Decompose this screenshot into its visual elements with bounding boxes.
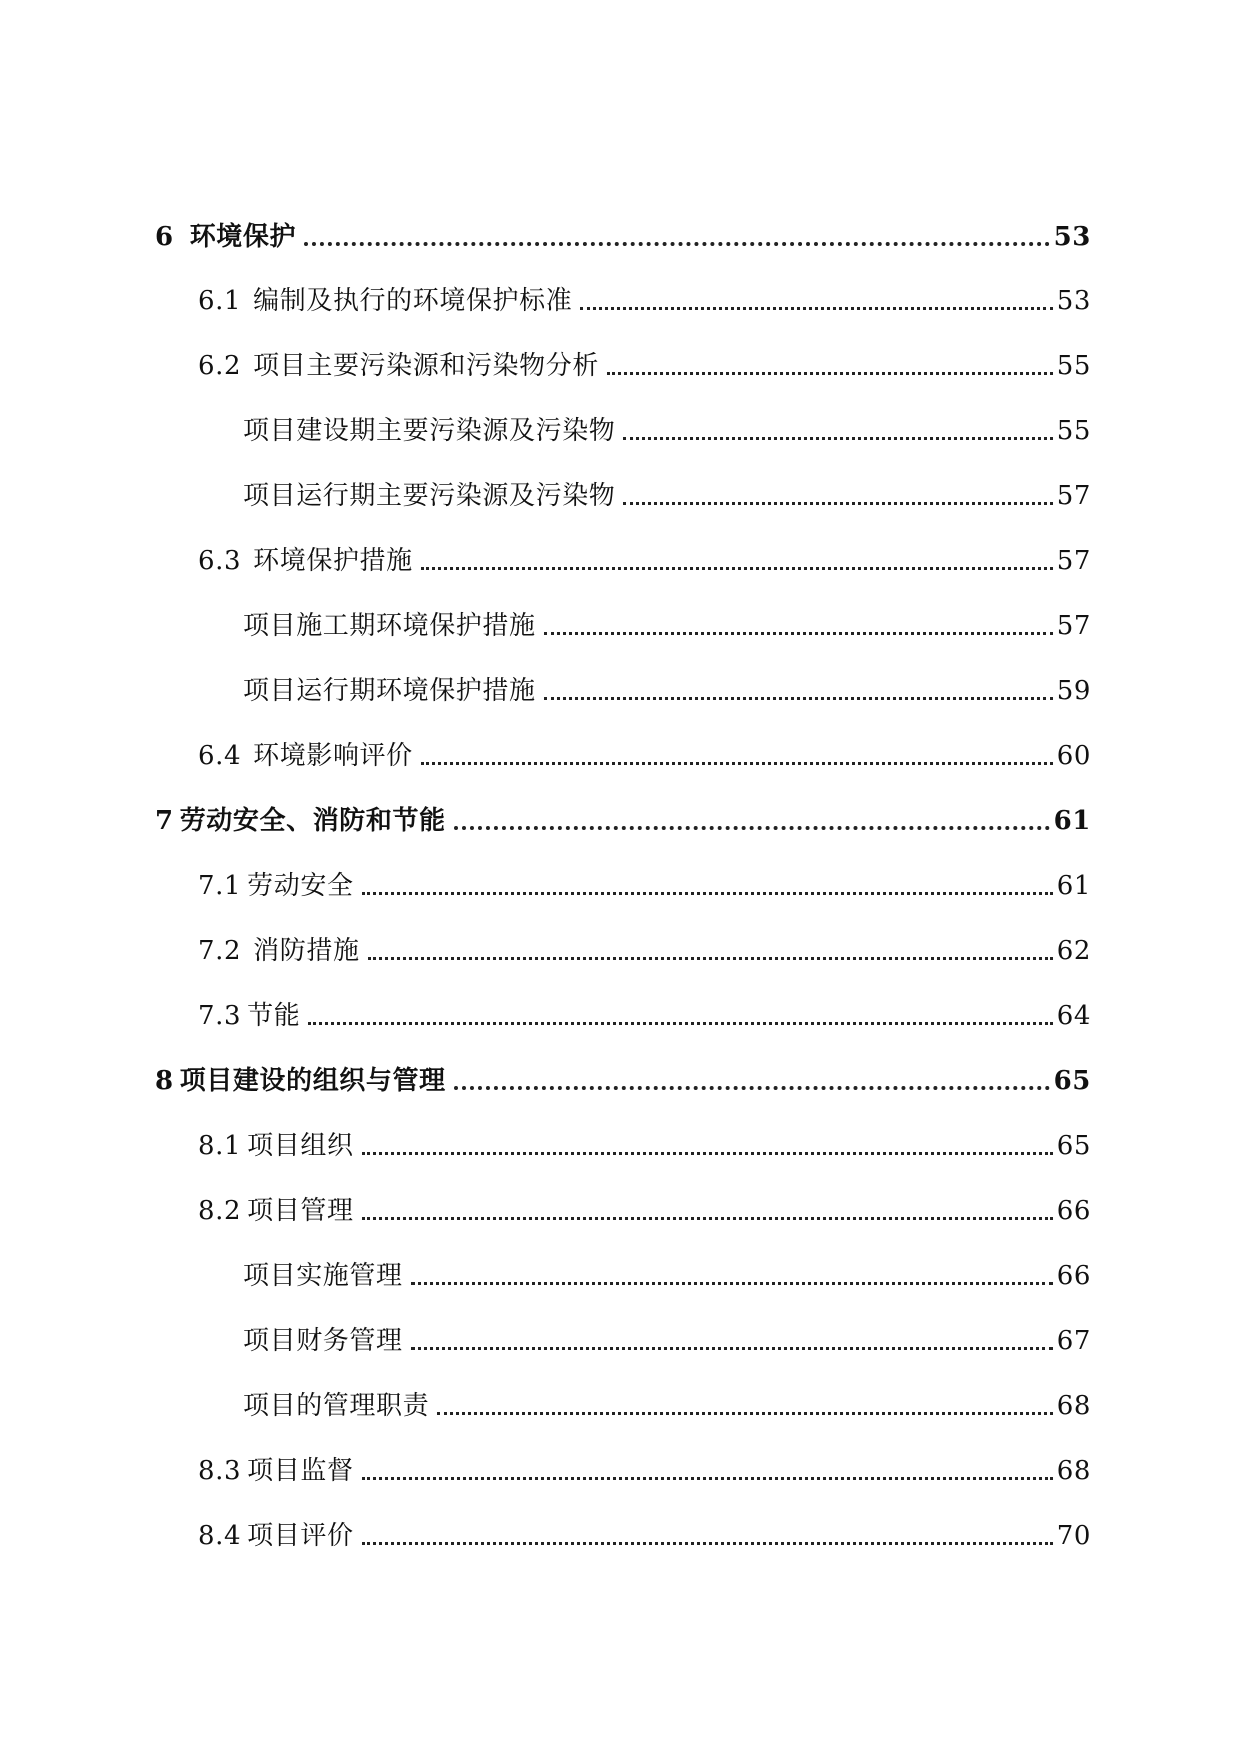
toc-dot-leader [454, 1086, 1050, 1090]
toc-entry-title: 项目建设期主要污染源及污染物 [243, 416, 616, 446]
toc-entry-8-2[interactable] [198, 1186, 1091, 1226]
toc-entry-page: 57 [1056, 611, 1091, 641]
toc-entry-page: 64 [1056, 1001, 1091, 1031]
toc-dot-leader [362, 1542, 1053, 1545]
toc-entry-title: 环境影响评价 [253, 741, 413, 771]
toc-entry-number: 8 [155, 1066, 174, 1096]
toc-dot-leader [580, 307, 1052, 310]
toc-entry-8-2-b[interactable] [243, 1316, 1091, 1356]
toc-dot-leader [362, 892, 1053, 895]
toc-dot-leader [544, 697, 1053, 700]
toc-entry-page: 62 [1056, 936, 1091, 966]
toc-entry-page: 55 [1056, 416, 1091, 446]
toc-entry-7[interactable] [155, 796, 1091, 836]
toc-entry-6-1[interactable] [198, 276, 1091, 316]
toc-entry-title: 项目施工期环境保护措施 [243, 611, 536, 641]
toc-entry-number: 7.3 [198, 1001, 242, 1031]
toc-entry-title: 项目管理 [247, 1196, 354, 1226]
toc-entry-page: 61 [1056, 871, 1091, 901]
toc-entry-title: 劳动安全、消防和节能 [179, 806, 446, 836]
toc-entry-page: 59 [1056, 676, 1091, 706]
toc-entry-title: 项目评价 [247, 1521, 354, 1551]
toc-dot-leader [607, 372, 1053, 375]
toc-dot-leader [411, 1282, 1053, 1285]
toc-entry-6-3[interactable] [198, 536, 1091, 576]
toc-entry-page: 68 [1056, 1456, 1091, 1486]
toc-entry-page: 65 [1053, 1066, 1091, 1096]
toc-entry-7-2[interactable] [198, 926, 1091, 966]
toc-entry-title: 环境保护措施 [253, 546, 413, 576]
toc-entry-number: 6.4 [198, 741, 242, 771]
toc-entry-8-4[interactable] [198, 1511, 1091, 1551]
toc-entry-title: 项目的管理职责 [243, 1391, 430, 1421]
toc-entry-6-2-a[interactable] [243, 406, 1091, 446]
toc-entry-title: 项目运行期主要污染源及污染物 [243, 481, 616, 511]
toc-dot-leader [421, 567, 1053, 570]
toc-entry-page: 60 [1056, 741, 1091, 771]
toc-entry-6-2-b[interactable] [243, 471, 1091, 511]
toc-entry-page: 65 [1056, 1131, 1091, 1161]
toc-entry-8-3[interactable] [198, 1446, 1091, 1486]
toc-entry-page: 61 [1053, 806, 1091, 836]
toc-dot-leader [421, 762, 1053, 765]
toc-entry-number: 6.1 [198, 286, 242, 316]
toc-entry-title: 项目组织 [247, 1131, 354, 1161]
toc-entry-title: 劳动安全 [247, 871, 354, 901]
toc-entry-page: 67 [1056, 1326, 1091, 1356]
toc-entry-title: 项目监督 [247, 1456, 354, 1486]
toc-entry-page: 55 [1056, 351, 1091, 381]
toc-entry-title: 消防措施 [253, 936, 360, 966]
toc-entry-title: 项目实施管理 [243, 1261, 403, 1291]
toc-dot-leader [623, 502, 1052, 505]
toc-entry-page: 68 [1056, 1391, 1091, 1421]
toc-entry-6-3-a[interactable] [243, 601, 1091, 641]
toc-entry-number: 7 [155, 806, 174, 836]
toc-entry-page: 53 [1053, 222, 1091, 252]
toc-dot-leader [304, 242, 1050, 246]
toc-entry-title: 项目运行期环境保护措施 [243, 676, 536, 706]
toc-dot-leader [362, 1477, 1053, 1480]
toc-entry-6-3-b[interactable] [243, 666, 1091, 706]
toc-entry-page: 66 [1056, 1261, 1091, 1291]
toc-entry-7-3[interactable] [198, 991, 1091, 1031]
toc-entry-number: 8.3 [198, 1456, 242, 1486]
toc-entry-title: 编制及执行的环境保护标准 [253, 286, 573, 316]
toc-entry-number: 8.2 [198, 1196, 242, 1226]
toc-dot-leader [454, 826, 1050, 830]
toc-dot-leader [308, 1022, 1052, 1025]
toc-entry-number: 6.2 [198, 351, 242, 381]
toc-entry-title: 环境保护 [189, 222, 297, 252]
toc-dot-leader [411, 1347, 1053, 1350]
toc-entry-8[interactable] [155, 1056, 1091, 1096]
toc-entry-page: 53 [1056, 286, 1091, 316]
toc-dot-leader [368, 957, 1053, 960]
toc-dot-leader [544, 632, 1053, 635]
toc-entry-title: 节能 [247, 1001, 301, 1031]
toc-entry-number: 8.1 [198, 1131, 242, 1161]
toc-entry-title: 项目主要污染源和污染物分析 [253, 351, 599, 381]
toc-entry-page: 66 [1056, 1196, 1091, 1226]
toc-dot-leader [362, 1152, 1053, 1155]
toc-entry-title: 项目财务管理 [243, 1326, 403, 1356]
toc-entry-8-1[interactable] [198, 1121, 1091, 1161]
toc-entry-6[interactable] [155, 212, 1091, 252]
toc-entry-number: 7.1 [198, 871, 242, 901]
toc-entry-8-2-a[interactable] [243, 1251, 1091, 1291]
toc-entry-6-4[interactable] [198, 731, 1091, 771]
toc-dot-leader [623, 437, 1052, 440]
toc-entry-number: 7.2 [198, 936, 242, 966]
toc-entry-7-1[interactable] [198, 861, 1091, 901]
toc-entry-page: 57 [1056, 546, 1091, 576]
toc-entry-6-2[interactable] [198, 341, 1091, 381]
toc-entry-page: 57 [1056, 481, 1091, 511]
toc-dot-leader [362, 1217, 1053, 1220]
toc-entry-number: 8.4 [198, 1521, 242, 1551]
toc-entry-page: 70 [1056, 1521, 1091, 1551]
toc-entry-8-2-c[interactable] [243, 1381, 1091, 1421]
toc-dot-leader [437, 1412, 1053, 1415]
toc-entry-title: 项目建设的组织与管理 [179, 1066, 446, 1096]
toc-entry-number: 6 [155, 222, 174, 252]
toc-entry-number: 6.3 [198, 546, 242, 576]
